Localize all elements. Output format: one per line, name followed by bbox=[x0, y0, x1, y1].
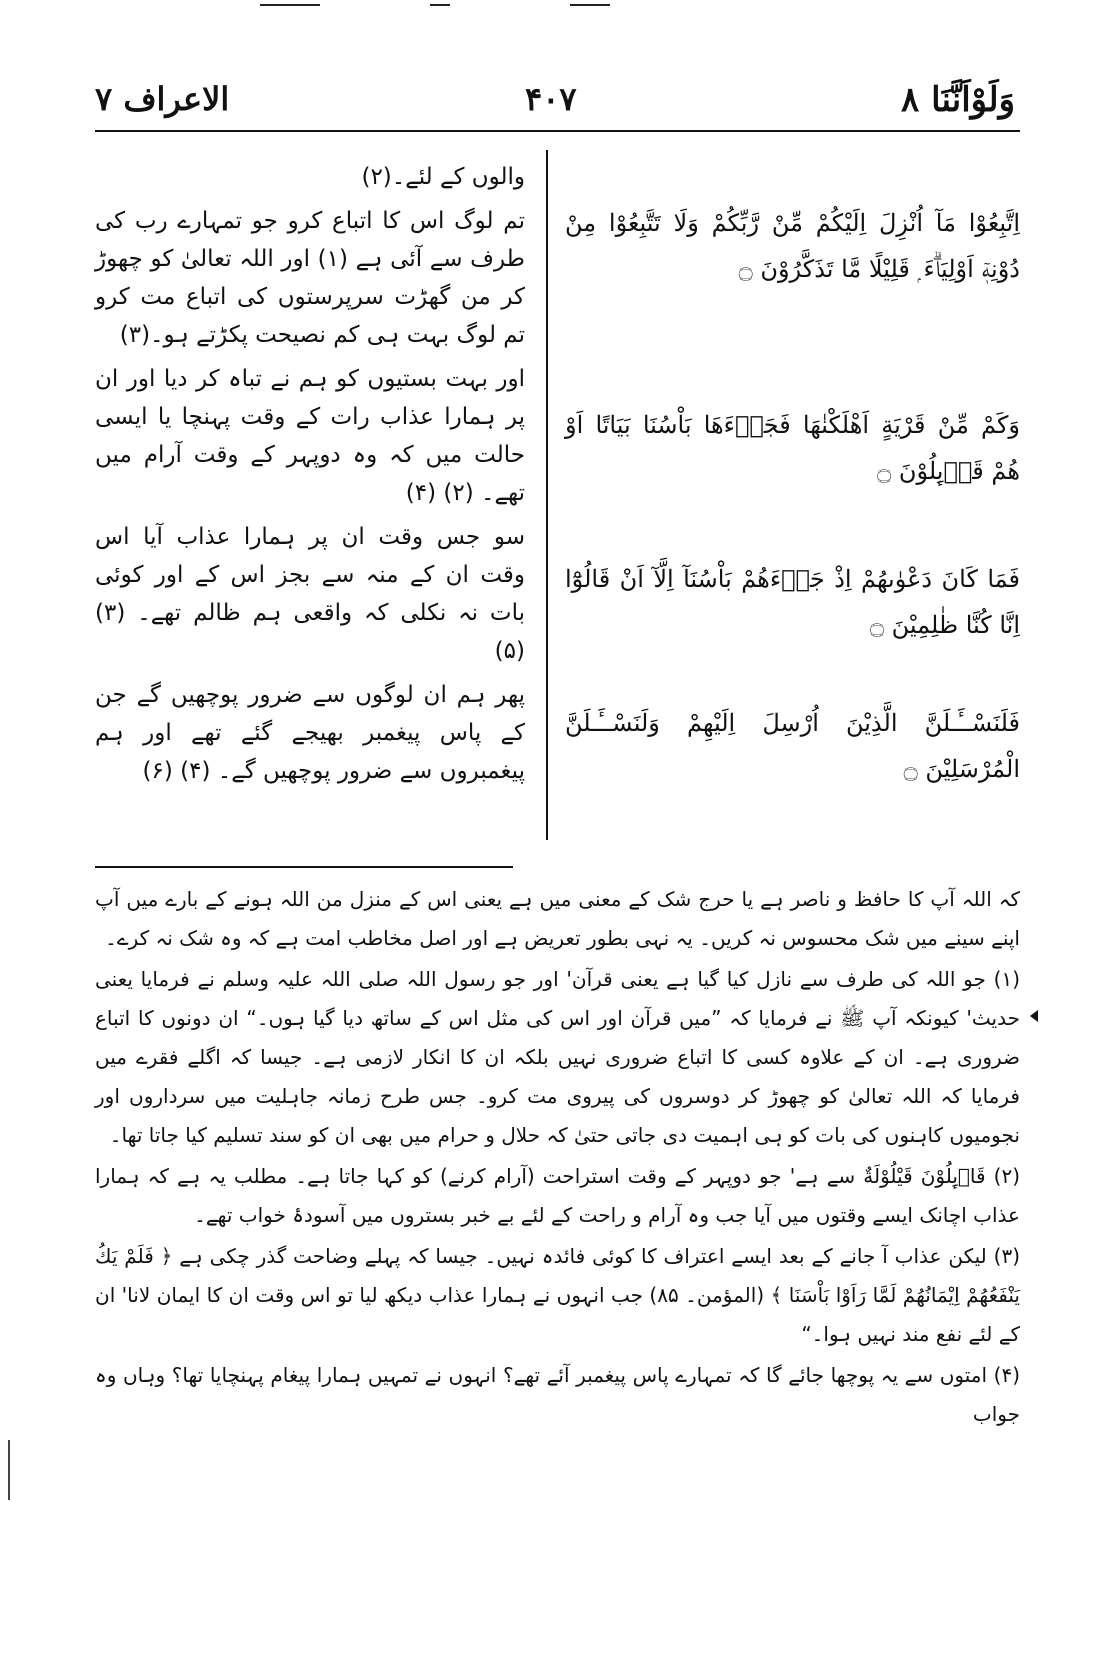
footnote-4: (۴) امتوں سے یہ پوچھا جائے گا کہ تمہارے پاس پیغمبر آئے تھے؟ انہوں نے تمہیں ہمارا پیغام پہنچایا تھا؟ وہاں وہ جواب bbox=[95, 1363, 1020, 1426]
footnote-1: (۱) جو اللہ کی طرف سے نازل کیا گیا ہے یعنی قرآن' اور جو رسول اللہ صلی اللہ علیہ وسلم نے فرمایا یعنی حدیث' کیونکہ آپ ﷺ نے فرمایا کہ ”میں قرآن اور اس کی مثل اس کے ساتھ دیا گیا ہوں۔“ ان دونوں کا اتباع ضروری ہے۔ ان کے علاوہ کسی کا اتباع ضروری نہیں بلکہ ان کا انکار لازمی ہے۔ جیسا کہ اگلے فقرے میں فرمایا کہ اللہ تعالیٰ کو چھوڑ کر دوسروں کی پیروی مت کرو۔ جس طرح زمانہ جاہلیت میں سرداروں اور نجومیوں کاہنوں کی بات کو ہی اہمیت دی جاتی حتیٰ کہ حلال و حرام میں بھی ان کو سند تسلیم کیا جاتا تھا۔ bbox=[95, 967, 1020, 1147]
translation-ayah-3: تم لوگ اس کا اتباع کرو جو تمہارے رب کی طرف سے آئی ہے (۱) اور اللہ تعالیٰ کو چھوڑ کر من گھڑت سرپرستوں کی اتباع مت کرو تم لوگ بہت ہی کم نصیحت پکڑتے ہو۔(۳) bbox=[95, 208, 525, 348]
page-number: ۴۰۷ bbox=[525, 80, 577, 118]
translation-ayah-4: اور بہت بستیوں کو ہم نے تباہ کر دیا اور ان پر ہمارا عذاب رات کے وقت پہنچا یا ایسی حالت میں کہ وہ دوپہر کے وقت آرام میں تھے۔ (۲) (۴) bbox=[95, 366, 525, 506]
column-divider bbox=[546, 150, 548, 840]
arabic-ayah-4: وَكَمْ مِّنْ قَرْيَةٍ اَهْلَكْنٰهَا فَجَاۗءَهَا بَاْسُنَا بَيَاتًا اَوْ هُمْ قَاۗىِٕلُوْنَ ۝ bbox=[565, 411, 1020, 485]
margin-arrow-icon bbox=[1030, 1010, 1038, 1022]
header-rule bbox=[95, 130, 1020, 132]
scan-edge-mark bbox=[8, 1440, 10, 1500]
page-header bbox=[95, 80, 1015, 132]
arabic-ayah-6: فَلَنَسْــَٔـلَنَّ الَّذِيْنَ اُرْسِلَ اِلَيْهِمْ وَلَنَسْــَٔـلَنَّ الْمُرْسَلِيْنَ ۝ bbox=[565, 709, 1020, 783]
footnotes bbox=[95, 880, 1020, 1434]
juz-title: وَلَوْاَنَّنَا ۸ bbox=[901, 80, 1015, 120]
footnote-3: (۳) لیکن عذاب آ جانے کے بعد ایسے اعتراف کا کوئی فائدہ نہیں۔ جیسا کہ پہلے وضاحت گذر چکی ہے ﴿ فَلَمْ يَكُ يَنْفَعُهُمْ اِيْمَانُهُمْ لَمَّا رَاَوْا بَاْسَنَا ﴾ (المؤمن۔ ۸۵) جب انہوں نے ہمارا عذاب دیکھ لیا تو اس وقت ان کا ایمان لانا' ان کے لئے نفع مند نہیں ہوا۔“ bbox=[95, 1244, 1020, 1346]
arabic-ayah-5: فَمَا كَانَ دَعْوٰىهُمْ اِذْ جَاۗءَهُمْ بَاْسُنَآ اِلَّآ اَنْ قَالُوْٓا اِنَّا كُنَّا ظٰلِمِيْنَ ۝ bbox=[565, 565, 1020, 639]
footnote-rule bbox=[95, 866, 513, 868]
footnote-2: (۲) قَاۗىِٕلُوْنَ قَيْلُوْلَةٌ سے ہے' جو دوپہر کے وقت استراحت (آرام کرنے) کو کہا جاتا ہے۔ مطلب یہ ہے کہ ہمارا عذاب اچانک ایسے وقتوں میں آیا جب وہ آرام و راحت کے لئے بے خبر بستروں میں آسودۂ خواب تھے۔ bbox=[95, 1164, 1020, 1227]
translation-ayah-5: سو جس وقت ان پر ہمارا عذاب آیا اس وقت ان کے منہ سے بجز اس کے اور کوئی بات نہ نکلی کہ واقعی ہم ظالم تھے۔ (۳) (۵) bbox=[95, 524, 525, 664]
translation-continuation: والوں کے لئے۔(۲) bbox=[361, 164, 525, 190]
arabic-ayah-3: اِتَّبِعُوْا مَآ اُنْزِلَ اِلَيْكُمْ مِّنْ رَّبِّكُمْ وَلَا تَتَّبِعُوْا مِنْ دُوْنِهٖٓ اَوْلِيَاۗءَ ۭ قَلِيْلًا مَّا تَذَكَّرُوْنَ ۝ bbox=[565, 209, 1020, 283]
translation-ayah-6: پھر ہم ان لوگوں سے ضرور پوچھیں گے جن کے پاس پیغمبر بھیجے گئے تھے اور ہم پیغمبروں سے ضرور پوچھیں گے۔ (۴) (۶) bbox=[95, 682, 525, 784]
footnote-continuation: کہ اللہ آپ کا حافظ و ناصر ہے یا حرج شک کے معنی میں ہے یعنی اس کے منزل من اللہ ہونے کے بارے میں آپ اپنے سینے میں شک محسوس نہ کریں۔ یہ نہی بطور تعریض ہے اور اصل مخاطب امت ہے کہ وہ شک نہ کرے۔ bbox=[95, 887, 1020, 950]
translation-column bbox=[95, 158, 525, 796]
top-scan-marks bbox=[260, 4, 860, 12]
surah-title: الاعراف ۷ bbox=[95, 80, 230, 118]
